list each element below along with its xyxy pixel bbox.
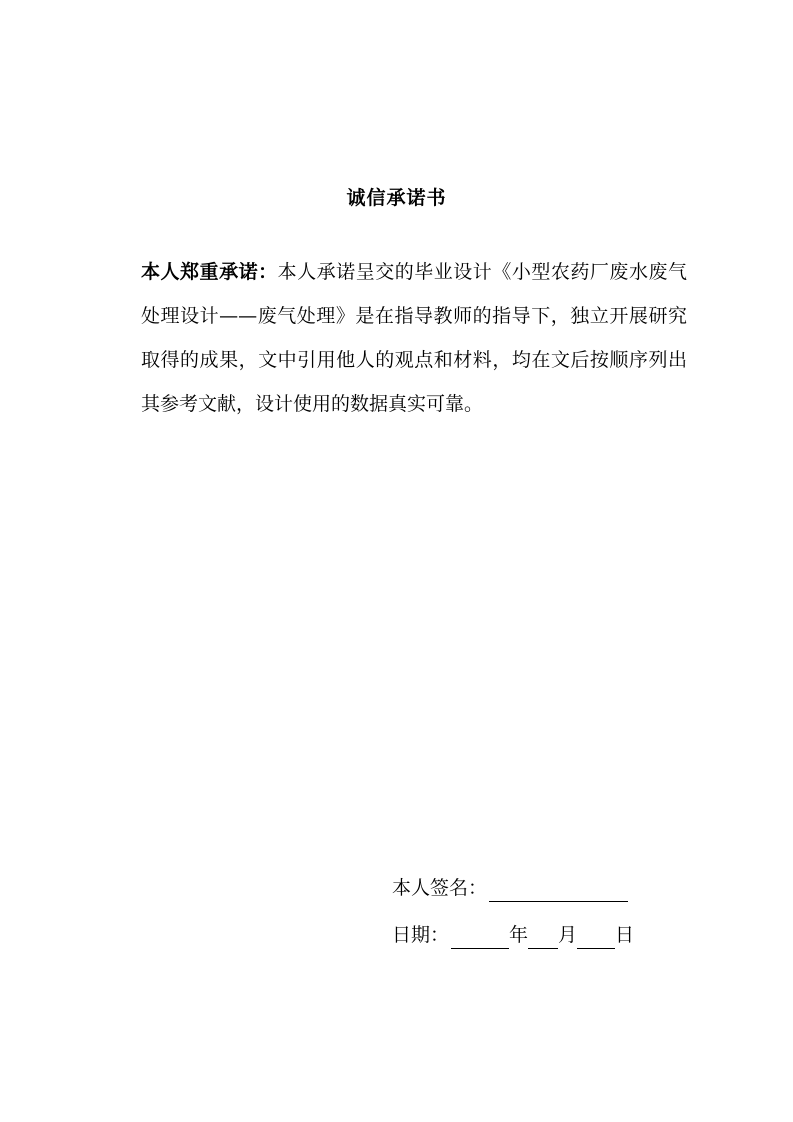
day-blank [577,926,615,949]
date-row [392,921,634,949]
pledge-statement [141,250,687,426]
year-label: 年 [509,924,529,946]
month-blank [528,926,558,949]
signature-row [392,874,634,902]
signature-label: 本人签名： [392,877,488,899]
pledge-body: 本人承诺呈交的毕业设计《小型农药厂废水废气处理设计——废气处理》是在指导教师的指导下，独立开展研究取得的成果，文中引用他人的观点和材料，均在文后按顺序列出其参考文献，设计使用的数据真实可靠。 [141,261,687,415]
date-label: 日期： [392,924,450,946]
page-title: 诚信承诺书 [346,187,447,209]
pledge-lead: 本人郑重承诺： [141,261,278,283]
year-blank [451,926,509,949]
signature-blank [489,879,628,902]
day-label: 日 [615,924,635,946]
signature-block [392,874,634,949]
month-label: 月 [558,924,578,946]
